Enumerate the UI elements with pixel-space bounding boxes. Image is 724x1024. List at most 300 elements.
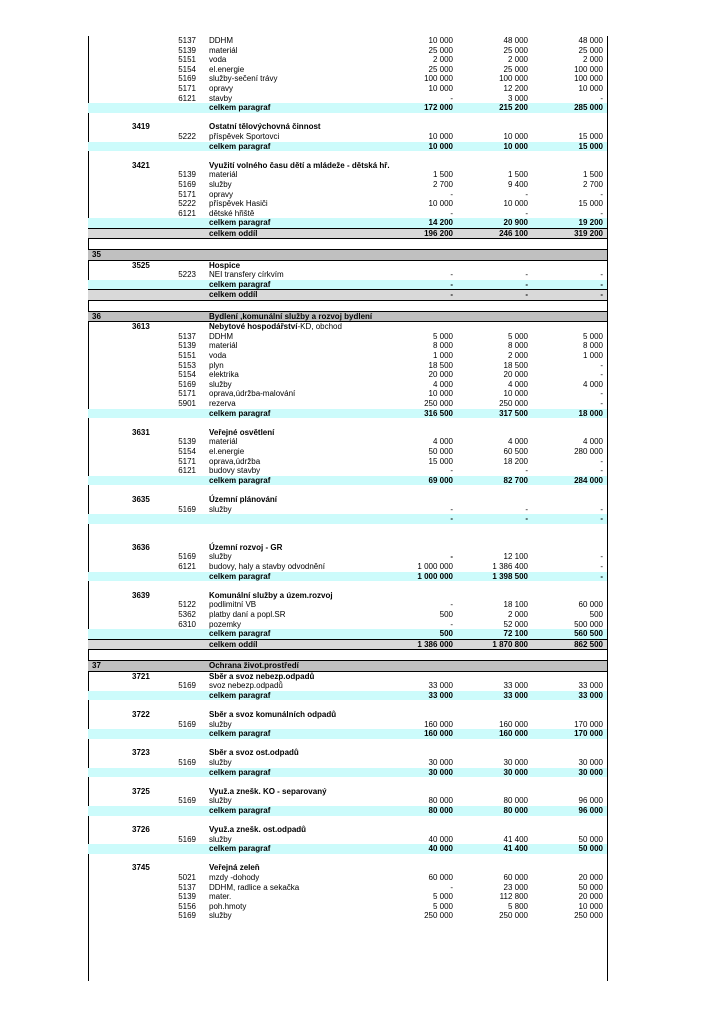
- amount-cell: 500: [439, 629, 453, 639]
- amount-cell: 30 000: [428, 767, 453, 777]
- amount-cell: 4 000: [582, 379, 603, 389]
- item-code: 6121: [178, 208, 196, 218]
- paragraph-total-row: [88, 768, 608, 778]
- amount-cell: 2 000: [507, 610, 528, 620]
- item-code: 5222: [178, 199, 196, 209]
- item-label: celkem paragraf: [209, 218, 271, 228]
- amount-cell: 15 000: [428, 456, 453, 466]
- paragraph-total-row: [88, 280, 608, 290]
- item-label: DDHM, radlice a sekačka: [209, 882, 300, 892]
- item-code: 5122: [178, 600, 196, 610]
- amount-cell: 60 500: [503, 446, 528, 456]
- budget-table: [88, 36, 608, 921]
- item-row: [88, 46, 608, 56]
- amount-cell: 20 000: [503, 370, 528, 380]
- paragraph-title: Využití volného času dětí a mládeže - dětská hř.: [209, 160, 390, 170]
- item-row: [88, 466, 608, 476]
- paragraph-header-row: [88, 591, 608, 601]
- paragraph-number: 3636: [132, 542, 150, 552]
- paragraph-total-row: [88, 806, 608, 816]
- amount-cell: 1 870 800: [492, 639, 528, 649]
- amount-cell: 33 000: [578, 681, 603, 691]
- amount-cell: 80 000: [428, 805, 453, 815]
- item-code: 5137: [178, 331, 196, 341]
- amount-cell: -: [450, 270, 453, 280]
- item-label: poh.hmoty: [209, 901, 247, 911]
- amount-cell: -: [525, 514, 528, 524]
- item-code: 5171: [178, 456, 196, 466]
- item-code: 5362: [178, 610, 196, 620]
- amount-cell: 8 000: [507, 341, 528, 351]
- amount-cell: 60 000: [578, 600, 603, 610]
- amount-cell: 5 000: [432, 892, 453, 902]
- amount-cell: -: [450, 189, 453, 199]
- amount-cell: 1 386 400: [492, 562, 528, 572]
- item-row: [88, 55, 608, 65]
- amount-cell: -: [600, 208, 603, 218]
- paragraph-total-row: [88, 218, 608, 228]
- item-code: 5171: [178, 83, 196, 93]
- amount-cell: 100 000: [574, 74, 603, 84]
- amount-cell: 50 000: [578, 844, 603, 854]
- amount-cell: 12 200: [503, 83, 528, 93]
- item-row: [88, 902, 608, 912]
- spacer-row: [88, 151, 608, 161]
- item-label: služby: [209, 911, 232, 921]
- amount-cell: 8 000: [582, 341, 603, 351]
- item-label: voda: [209, 55, 227, 65]
- amount-cell: 100 000: [499, 74, 528, 84]
- amount-cell: 1 000 000: [417, 562, 453, 572]
- amount-cell: -: [600, 514, 603, 524]
- item-label: mzdy -dohody: [209, 873, 260, 883]
- amount-cell: -: [450, 93, 453, 103]
- paragraph-title: Sběr a svoz ost.odpadů: [209, 748, 299, 758]
- item-code: 5222: [178, 131, 196, 141]
- item-label: služby: [209, 719, 232, 729]
- amount-cell: 40 000: [428, 844, 453, 854]
- item-label: příspěvek Sportovci: [209, 131, 280, 141]
- item-label: služby: [209, 179, 232, 189]
- spacer-row: [88, 533, 608, 543]
- amount-cell: 25 000: [428, 64, 453, 74]
- section-header-row: [88, 249, 608, 261]
- item-row: [88, 94, 608, 104]
- amount-cell: 33 000: [578, 690, 603, 700]
- paragraph-total-row: [88, 476, 608, 486]
- amount-cell: -: [450, 600, 453, 610]
- amount-cell: -: [600, 398, 603, 408]
- item-row: [88, 620, 608, 630]
- item-code: 5021: [178, 873, 196, 883]
- spacer-row: [88, 777, 608, 787]
- item-label: elektrika: [209, 370, 239, 380]
- amount-cell: 250 000: [499, 398, 528, 408]
- item-label: služby: [209, 379, 232, 389]
- amount-cell: 1 500: [432, 170, 453, 180]
- amount-cell: -: [450, 208, 453, 218]
- paragraph-header-row: [88, 825, 608, 835]
- paragraph-total-row: [88, 142, 608, 152]
- amount-cell: 2 000: [432, 55, 453, 65]
- item-row: [88, 65, 608, 75]
- amount-cell: 500 000: [574, 619, 603, 629]
- item-label: stavby: [209, 93, 233, 103]
- item-code: 5169: [178, 552, 196, 562]
- amount-cell: 4 000: [432, 437, 453, 447]
- amount-cell: 2 000: [507, 55, 528, 65]
- amount-cell: 9 400: [507, 179, 528, 189]
- item-label: podlimitní VB: [209, 600, 257, 610]
- amount-cell: 10 000: [578, 83, 603, 93]
- section-number: 37: [92, 661, 101, 670]
- item-code: 6121: [178, 93, 196, 103]
- amount-cell: -: [600, 552, 603, 562]
- amount-cell: 2 000: [582, 55, 603, 65]
- amount-cell: -: [525, 270, 528, 280]
- amount-cell: 246 100: [499, 228, 528, 238]
- amount-cell: 250 000: [424, 398, 453, 408]
- item-label: celkem oddíl: [209, 290, 258, 300]
- amount-cell: 50 000: [578, 882, 603, 892]
- amount-cell: 160 000: [424, 729, 453, 739]
- item-label: celkem paragraf: [209, 141, 271, 151]
- item-code: 5154: [178, 64, 196, 74]
- item-row: [88, 457, 608, 467]
- item-code: 5171: [178, 389, 196, 399]
- item-code: 5154: [178, 446, 196, 456]
- item-label: el.energie: [209, 446, 245, 456]
- item-label: celkem paragraf: [209, 729, 271, 739]
- amount-cell: -: [600, 290, 603, 300]
- item-code: 5137: [178, 882, 196, 892]
- amount-cell: 4 000: [432, 379, 453, 389]
- amount-cell: 80 000: [503, 805, 528, 815]
- spacer-row: [88, 700, 608, 710]
- amount-cell: 5 000: [582, 331, 603, 341]
- paragraph-title: Využ.a znešk. KO - separovaný: [209, 786, 327, 796]
- amount-cell: 500: [439, 610, 453, 620]
- amount-cell: 285 000: [574, 103, 603, 113]
- item-code: 5154: [178, 370, 196, 380]
- paragraph-title: Územní plánování: [209, 494, 278, 504]
- paragraph-total-row: [88, 629, 608, 639]
- amount-cell: 112 800: [499, 892, 528, 902]
- amount-cell: 1 500: [507, 170, 528, 180]
- item-code: 6121: [178, 562, 196, 572]
- item-code: 5169: [178, 681, 196, 691]
- amount-cell: -: [450, 504, 453, 514]
- amount-cell: 60 000: [503, 873, 528, 883]
- amount-cell: 33 000: [503, 690, 528, 700]
- amount-cell: 160 000: [499, 719, 528, 729]
- amount-cell: 10 000: [578, 901, 603, 911]
- amount-cell: 560 500: [574, 629, 603, 639]
- amount-cell: 4 000: [582, 437, 603, 447]
- item-code: 5169: [178, 74, 196, 84]
- item-row: [88, 681, 608, 691]
- amount-cell: -: [525, 208, 528, 218]
- amount-cell: 25 000: [428, 45, 453, 55]
- amount-cell: 12 100: [503, 552, 528, 562]
- amount-cell: 8 000: [432, 341, 453, 351]
- item-label: pozemky: [209, 619, 242, 629]
- paragraph-number: 3721: [132, 671, 150, 681]
- item-code: 5139: [178, 170, 196, 180]
- amount-cell: 50 000: [428, 446, 453, 456]
- spacer-row: [88, 524, 608, 534]
- amount-cell: 33 000: [428, 690, 453, 700]
- amount-cell: 317 500: [499, 408, 528, 418]
- amount-cell: 10 000: [428, 389, 453, 399]
- section-number: 35: [92, 250, 101, 260]
- item-row: [88, 332, 608, 342]
- item-label: služby: [209, 834, 232, 844]
- item-row: [88, 74, 608, 84]
- amount-cell: 1 500: [582, 170, 603, 180]
- item-code: 5139: [178, 437, 196, 447]
- amount-cell: 30 000: [578, 767, 603, 777]
- item-code: 5901: [178, 398, 196, 408]
- paragraph-total-row: [88, 103, 608, 113]
- item-row: [88, 835, 608, 845]
- amount-cell: 33 000: [503, 681, 528, 691]
- amount-cell: 30 000: [428, 757, 453, 767]
- amount-cell: 5 000: [432, 331, 453, 341]
- spacer-row: [88, 239, 608, 249]
- amount-cell: 5 800: [507, 901, 528, 911]
- spacer-row: [88, 485, 608, 495]
- section-title: Ochrana život.prostředí: [209, 661, 299, 670]
- item-row: [88, 361, 608, 371]
- amount-cell: 170 000: [574, 719, 603, 729]
- paragraph-number: 3635: [132, 494, 150, 504]
- item-row: [88, 758, 608, 768]
- amount-cell: 172 000: [424, 103, 453, 113]
- section-total-row: [88, 639, 608, 651]
- amount-cell: 10 000: [503, 141, 528, 151]
- item-code: 5139: [178, 892, 196, 902]
- amount-cell: -: [600, 466, 603, 476]
- item-row: [88, 180, 608, 190]
- amount-cell: 18 100: [503, 600, 528, 610]
- item-row: [88, 505, 608, 515]
- item-code: 6310: [178, 619, 196, 629]
- item-label: příspěvek Hasiči: [209, 199, 268, 209]
- paragraph-header-row: [88, 672, 608, 682]
- paragraph-header-row: [88, 428, 608, 438]
- item-label: celkem paragraf: [209, 103, 271, 113]
- amount-cell: -: [525, 504, 528, 514]
- amount-cell: -: [450, 552, 453, 562]
- amount-cell: -: [600, 370, 603, 380]
- paragraph-total-row: [88, 514, 608, 524]
- item-label: platby daní a popl.SR: [209, 610, 286, 620]
- amount-cell: -: [600, 270, 603, 280]
- section-total-row: [88, 228, 608, 240]
- amount-cell: 25 000: [578, 45, 603, 55]
- spacer-row: [88, 418, 608, 428]
- amount-cell: 25 000: [503, 64, 528, 74]
- item-label: DDHM: [209, 36, 233, 45]
- item-label: budovy stavby: [209, 466, 261, 476]
- amount-cell: 20 900: [503, 218, 528, 228]
- item-label: služby: [209, 757, 232, 767]
- amount-cell: 60 000: [428, 873, 453, 883]
- item-code: 5151: [178, 351, 196, 360]
- amount-cell: -: [450, 290, 453, 300]
- paragraph-number: 3722: [132, 709, 150, 719]
- amount-cell: -: [600, 93, 603, 103]
- section-header-row: [88, 311, 608, 323]
- amount-cell: 80 000: [428, 796, 453, 806]
- paragraph-header-row: [88, 322, 608, 332]
- amount-cell: 33 000: [428, 681, 453, 691]
- amount-cell: 862 500: [574, 639, 603, 649]
- spacer-row: [88, 113, 608, 123]
- amount-cell: 196 200: [424, 228, 453, 238]
- amount-cell: -: [450, 619, 453, 629]
- amount-cell: 82 700: [503, 475, 528, 485]
- amount-cell: 23 000: [503, 882, 528, 892]
- item-row: [88, 199, 608, 209]
- item-row: [88, 610, 608, 620]
- item-row: [88, 562, 608, 572]
- item-code: 5169: [178, 834, 196, 844]
- item-row: [88, 341, 608, 351]
- amount-cell: -: [600, 189, 603, 199]
- amount-cell: -: [600, 571, 603, 581]
- item-label: DDHM: [209, 331, 233, 341]
- amount-cell: 48 000: [503, 36, 528, 45]
- amount-cell: -: [600, 504, 603, 514]
- item-row: [88, 84, 608, 94]
- item-code: 5139: [178, 341, 196, 351]
- amount-cell: -: [450, 882, 453, 892]
- amount-cell: 100 000: [424, 74, 453, 84]
- item-code: 5171: [178, 189, 196, 199]
- paragraph-number: 3745: [132, 863, 150, 873]
- item-row: [88, 437, 608, 447]
- item-label: služby-sečení trávy: [209, 74, 278, 84]
- paragraph-title: Veřejné osvětlení: [209, 427, 275, 437]
- amount-cell: 15 000: [578, 199, 603, 209]
- amount-cell: 14 200: [428, 218, 453, 228]
- section-header-row: [88, 660, 608, 672]
- item-code: 5137: [178, 36, 196, 45]
- amount-cell: 160 000: [499, 729, 528, 739]
- paragraph-title: Nebytové hospodářství: [209, 322, 298, 332]
- amount-cell: 170 000: [574, 729, 603, 739]
- item-code: 5169: [178, 757, 196, 767]
- paragraph-title: Komunální služby a územ.rozvoj: [209, 590, 333, 600]
- item-label: materiál: [209, 437, 238, 447]
- spacer-row: [88, 854, 608, 864]
- amount-cell: -: [600, 279, 603, 289]
- item-label: celkem oddíl: [209, 228, 258, 238]
- amount-cell: 30 000: [578, 757, 603, 767]
- item-label: oprava,údržba: [209, 456, 261, 466]
- amount-cell: 1 398 500: [492, 571, 528, 581]
- amount-cell: 10 000: [428, 83, 453, 93]
- amount-cell: 15 000: [578, 131, 603, 141]
- item-label: opravy: [209, 83, 234, 93]
- paragraph-number: 3726: [132, 825, 150, 835]
- item-row: [88, 370, 608, 380]
- paragraph-header-row: [88, 122, 608, 132]
- item-label: celkem paragraf: [209, 767, 271, 777]
- item-row: [88, 170, 608, 180]
- paragraph-number: 3525: [132, 260, 150, 270]
- amount-cell: 2 700: [432, 179, 453, 189]
- paragraph-total-row: [88, 844, 608, 854]
- item-row: [88, 389, 608, 399]
- item-label: plyn: [209, 360, 224, 370]
- amount-cell: 48 000: [578, 36, 603, 45]
- item-label: celkem paragraf: [209, 408, 271, 418]
- paragraph-header-row: [88, 543, 608, 553]
- item-row: [88, 796, 608, 806]
- item-row: [88, 190, 608, 200]
- spacer-row: [88, 739, 608, 749]
- amount-cell: 280 000: [574, 446, 603, 456]
- amount-cell: 284 000: [574, 475, 603, 485]
- amount-cell: 250 000: [424, 911, 453, 921]
- item-code: 5169: [178, 796, 196, 806]
- amount-cell: 10 000: [428, 141, 453, 151]
- amount-cell: 18 500: [503, 360, 528, 370]
- item-label: služby: [209, 552, 232, 562]
- amount-cell: -: [600, 389, 603, 399]
- item-label: celkem paragraf: [209, 475, 271, 485]
- item-code: 5151: [178, 55, 196, 65]
- amount-cell: -: [600, 456, 603, 466]
- paragraph-total-row: [88, 572, 608, 582]
- amount-cell: 10 000: [428, 36, 453, 45]
- section-number: 36: [92, 311, 101, 321]
- item-label: mater.: [209, 892, 232, 902]
- spacer-row: [88, 301, 608, 311]
- item-code: 5169: [178, 379, 196, 389]
- item-label: oprava,údržba-malování: [209, 389, 296, 399]
- amount-cell: 1 386 000: [417, 639, 453, 649]
- paragraph-title: Sběr a svoz nebezp.odpadů: [209, 671, 315, 681]
- spacer-row: [88, 581, 608, 591]
- amount-cell: 20 000: [428, 370, 453, 380]
- amount-cell: 52 000: [503, 619, 528, 629]
- spacer-row: [88, 816, 608, 826]
- item-label: služby: [209, 504, 232, 514]
- amount-cell: 41 400: [503, 844, 528, 854]
- amount-cell: 10 000: [428, 199, 453, 209]
- item-row: [88, 36, 608, 46]
- item-code: 5169: [178, 504, 196, 514]
- item-row: [88, 399, 608, 409]
- paragraph-subtitle: -KD, obchod: [297, 322, 342, 332]
- amount-cell: 250 000: [574, 911, 603, 921]
- amount-cell: -: [525, 290, 528, 300]
- amount-cell: 316 500: [424, 408, 453, 418]
- paragraph-title: Veřejná zeleň: [209, 863, 260, 873]
- amount-cell: 10 000: [428, 131, 453, 141]
- section-total-row: [88, 289, 608, 301]
- amount-cell: 500: [589, 610, 603, 620]
- paragraph-title: Ostatní tělovýchovná činnost: [209, 122, 321, 132]
- amount-cell: 1 000: [432, 351, 453, 360]
- item-label: celkem oddíl: [209, 639, 258, 649]
- amount-cell: -: [450, 514, 453, 524]
- amount-cell: 18 000: [578, 408, 603, 418]
